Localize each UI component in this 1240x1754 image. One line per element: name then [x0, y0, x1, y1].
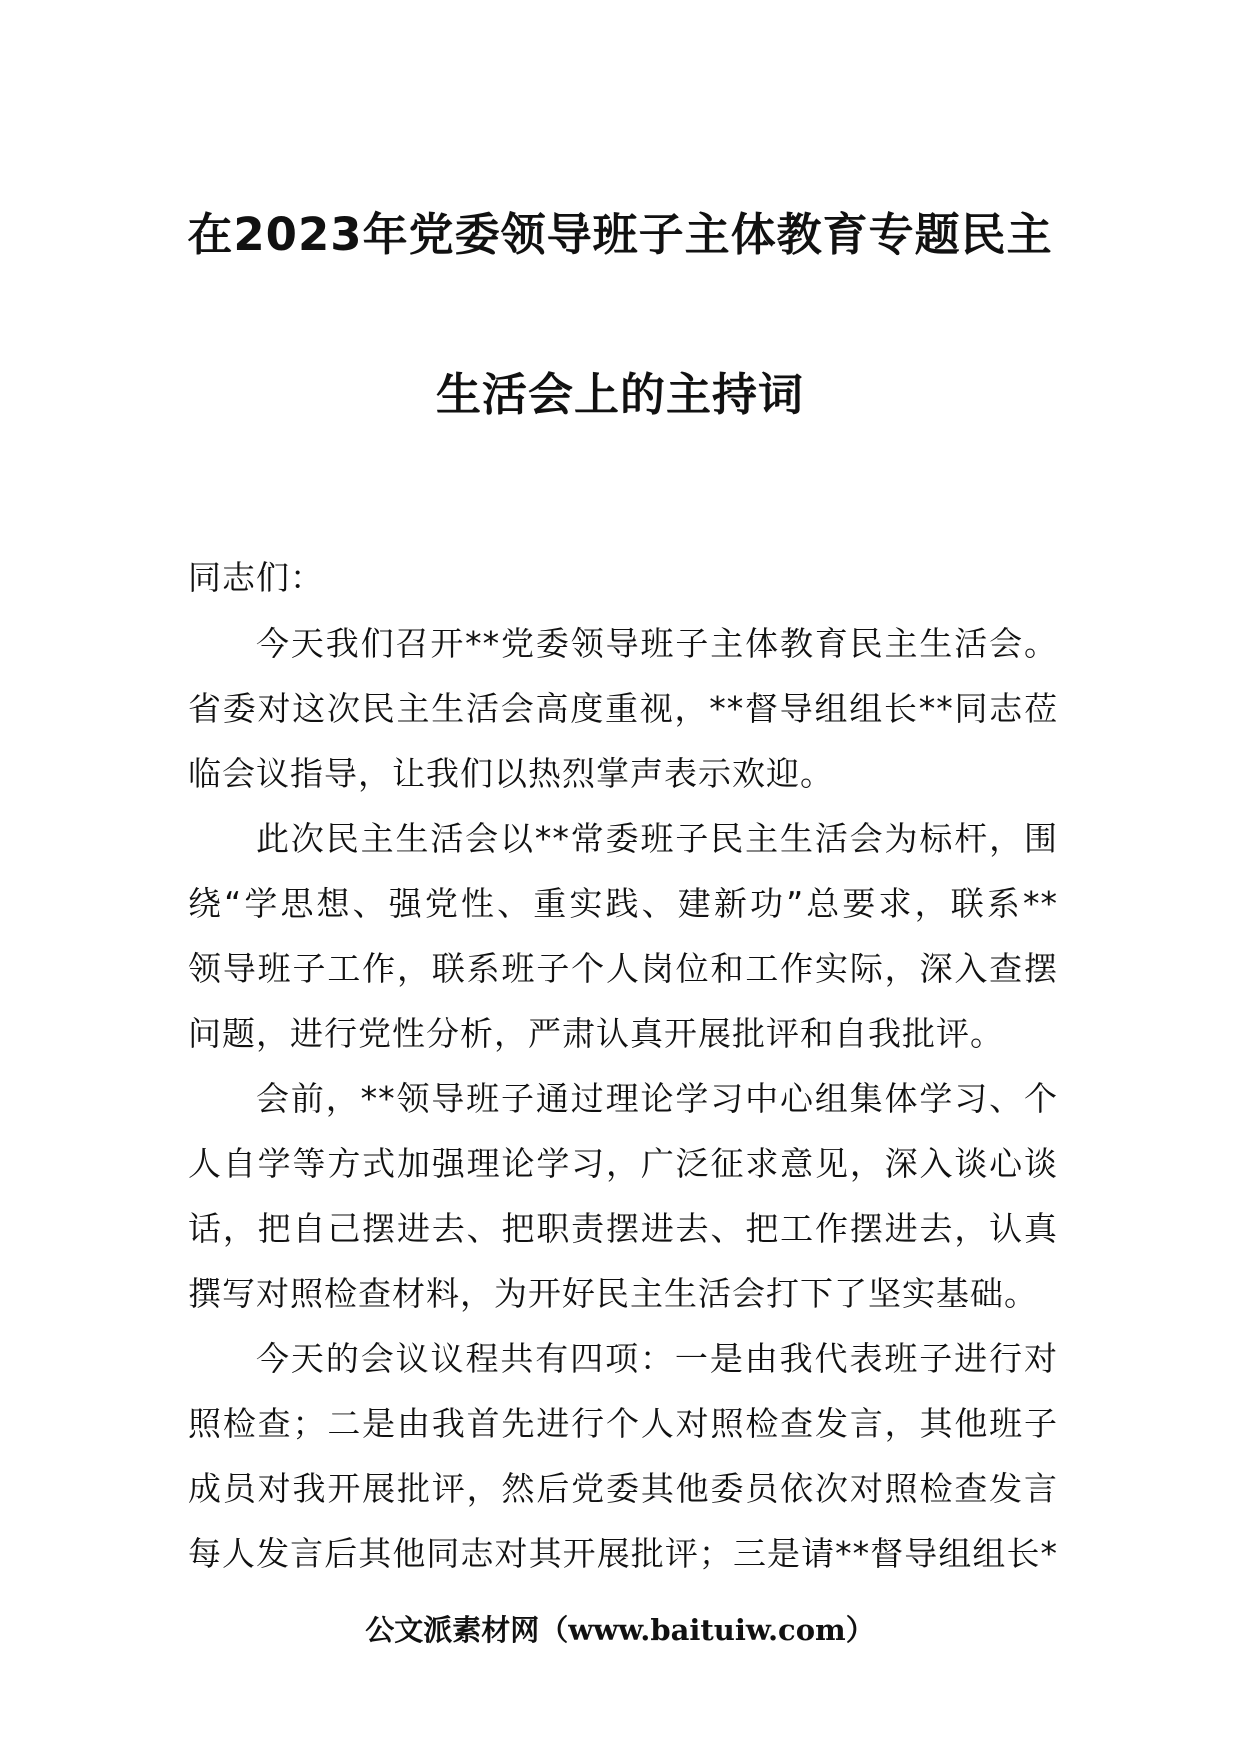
footer-watermark-text: 公文派素材网（www.baituiw.com）	[365, 1613, 875, 1647]
paragraph-line: 人自学等方式加强理论学习，广泛征求意见，深入谈心谈	[188, 1144, 1058, 1183]
paragraph-line: 今天我们召开**党委领导班子主体教育民主生活会。	[256, 624, 1058, 663]
paragraph-line: 照检查；二是由我首先进行个人对照检查发言，其他班子	[188, 1404, 1058, 1443]
paragraph-line: 此次民主生活会以**常委班子民主生活会为标杆，围	[256, 819, 1058, 858]
paragraph-line: 每人发言后其他同志对其开展批评；三是请**督导组组长*	[188, 1534, 1058, 1573]
document-title-line-2: 生活会上的主持词	[435, 368, 804, 421]
paragraph-line: 今天的会议议程共有四项：一是由我代表班子进行对	[256, 1339, 1058, 1378]
paragraph-line: 成员对我开展批评，然后党委其他委员依次对照检查发言	[188, 1469, 1058, 1508]
paragraph-line: 临会议指导，让我们以热烈掌声表示欢迎。	[188, 754, 834, 793]
salutation: 同志们：	[188, 558, 324, 597]
paragraph-3	[188, 1066, 1058, 1326]
paragraph-1	[188, 611, 1058, 806]
document-body	[188, 545, 1058, 1586]
paragraph-line: 问题，进行党性分析，严肃认真开展批评和自我批评。	[188, 1014, 1004, 1053]
paragraph-line: 会前，**领导班子通过理论学习中心组集体学习、个	[256, 1079, 1058, 1118]
paragraph-2	[188, 806, 1058, 1066]
document-title-line-1: 在2023年党委领导班子主体教育专题民主	[187, 208, 1053, 261]
paragraph-line: 撰写对照检查材料，为开好民主生活会打下了坚实基础。	[188, 1274, 1038, 1313]
paragraph-line: 省委对这次民主生活会高度重视，**督导组组长**同志莅	[188, 689, 1058, 728]
paragraph-line: 话，把自己摆进去、把职责摆进去、把工作摆进去，认真	[188, 1209, 1058, 1248]
paragraph-4	[188, 1326, 1058, 1586]
paragraph-line: 领导班子工作，联系班子个人岗位和工作实际，深入查摆	[188, 949, 1058, 988]
paragraph-line: 绕“学思想、强党性、重实践、建新功”总要求，联系**	[188, 884, 1058, 923]
